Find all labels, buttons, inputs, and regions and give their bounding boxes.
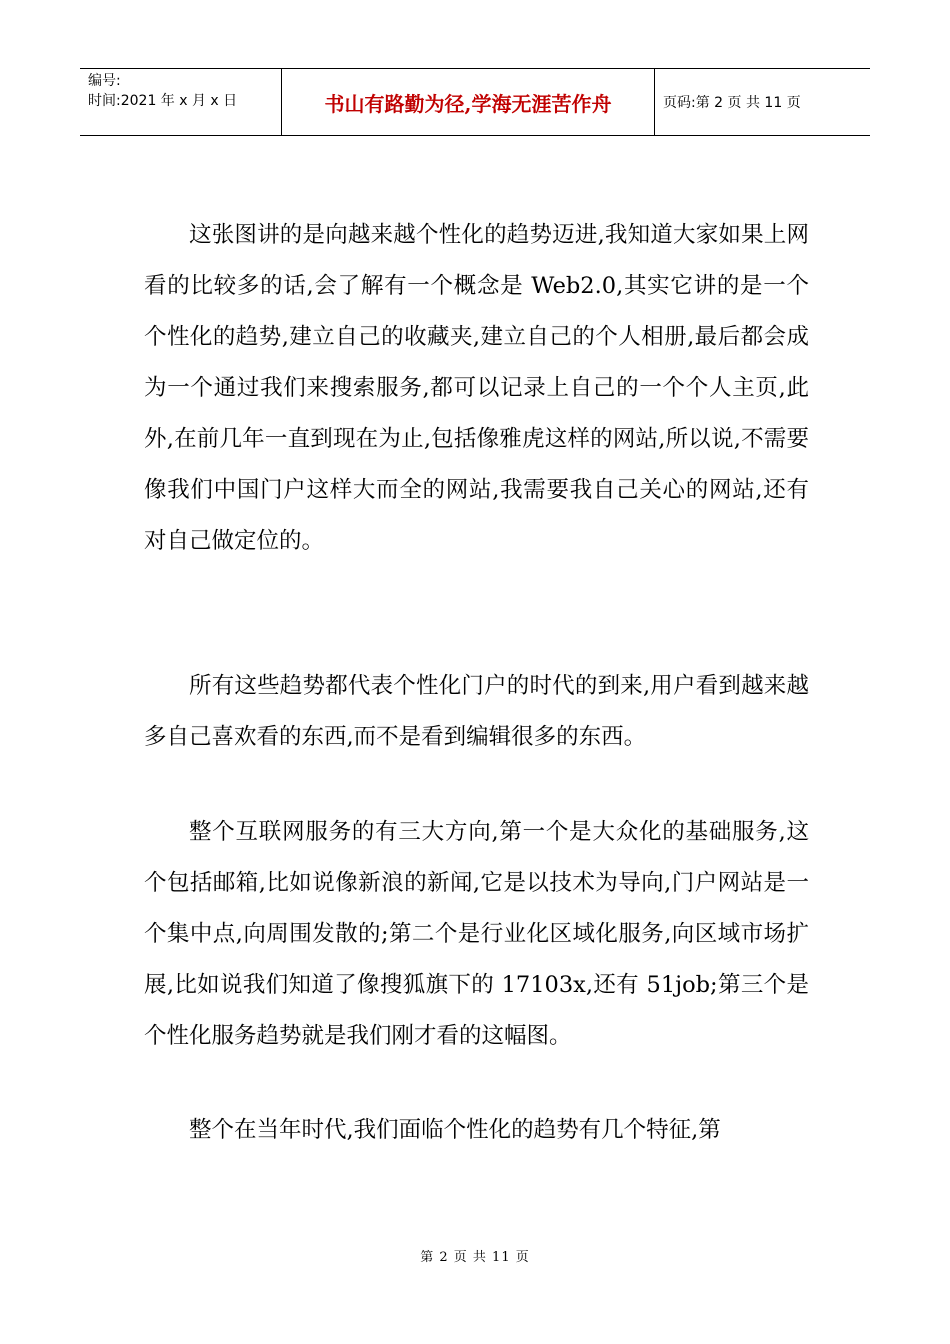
- number-label: 编号:: [88, 73, 121, 89]
- time-label: 时间:2021 年 x 月 x 日: [88, 93, 238, 109]
- paragraph-4: 整个在当年时代,我们面临个性化的趋势有几个特征,第: [189, 1117, 721, 1143]
- header-page-info: 页码:第 2 页 共 11 页: [663, 95, 801, 111]
- paragraph-spacer: [144, 1062, 809, 1105]
- document-body: [144, 210, 809, 1156]
- page-footer: 第 2 页 共 11 页: [420, 1250, 530, 1265]
- page-header: [80, 68, 870, 136]
- paragraph-2: 所有这些趋势都代表个性化门户的时代的到来,用户看到越来越多自己喜欢看的东西,而不是看到编辑很多的东西。: [144, 673, 809, 750]
- paragraph-3: 整个互联网服务的有三大方向,第一个是大众化的基础服务,这个包括邮箱,比如说像新浪的新闻,它是以技术为导向,门户网站是一个集中点,向周围发散的;第二个是行业化区域化服务,向区域市场扩展,比如说我们知道了像搜狐旗下的 17103x,还有 51job;第三个是个性化服务趋势就是我们刚才看的这幅图。: [144, 819, 809, 1049]
- paragraph-spacer: [144, 567, 809, 661]
- header-meta: [80, 69, 282, 135]
- paragraph-1: 这张图讲的是向越来越个性化的趋势迈进,我知道大家如果上网看的比较多的话,会了解有一个概念是 Web2.0,其实它讲的是一个个性化的趋势,建立自己的收藏夹,建立自己的个人相册,最后都会成为一个通过我们来搜索服务,都可以记录上自己的一个个人主页,此外,在前几年一直到现在为止,包括像雅虎这样的网站,所以说,不需要像我们中国门户这样大而全的网站,我需要我自己关心的网站,还有对自己做定位的。: [144, 222, 809, 554]
- paragraph-spacer: [144, 763, 809, 807]
- header-motto: 书山有路勤为径,学海无涯苦作舟: [282, 69, 655, 135]
